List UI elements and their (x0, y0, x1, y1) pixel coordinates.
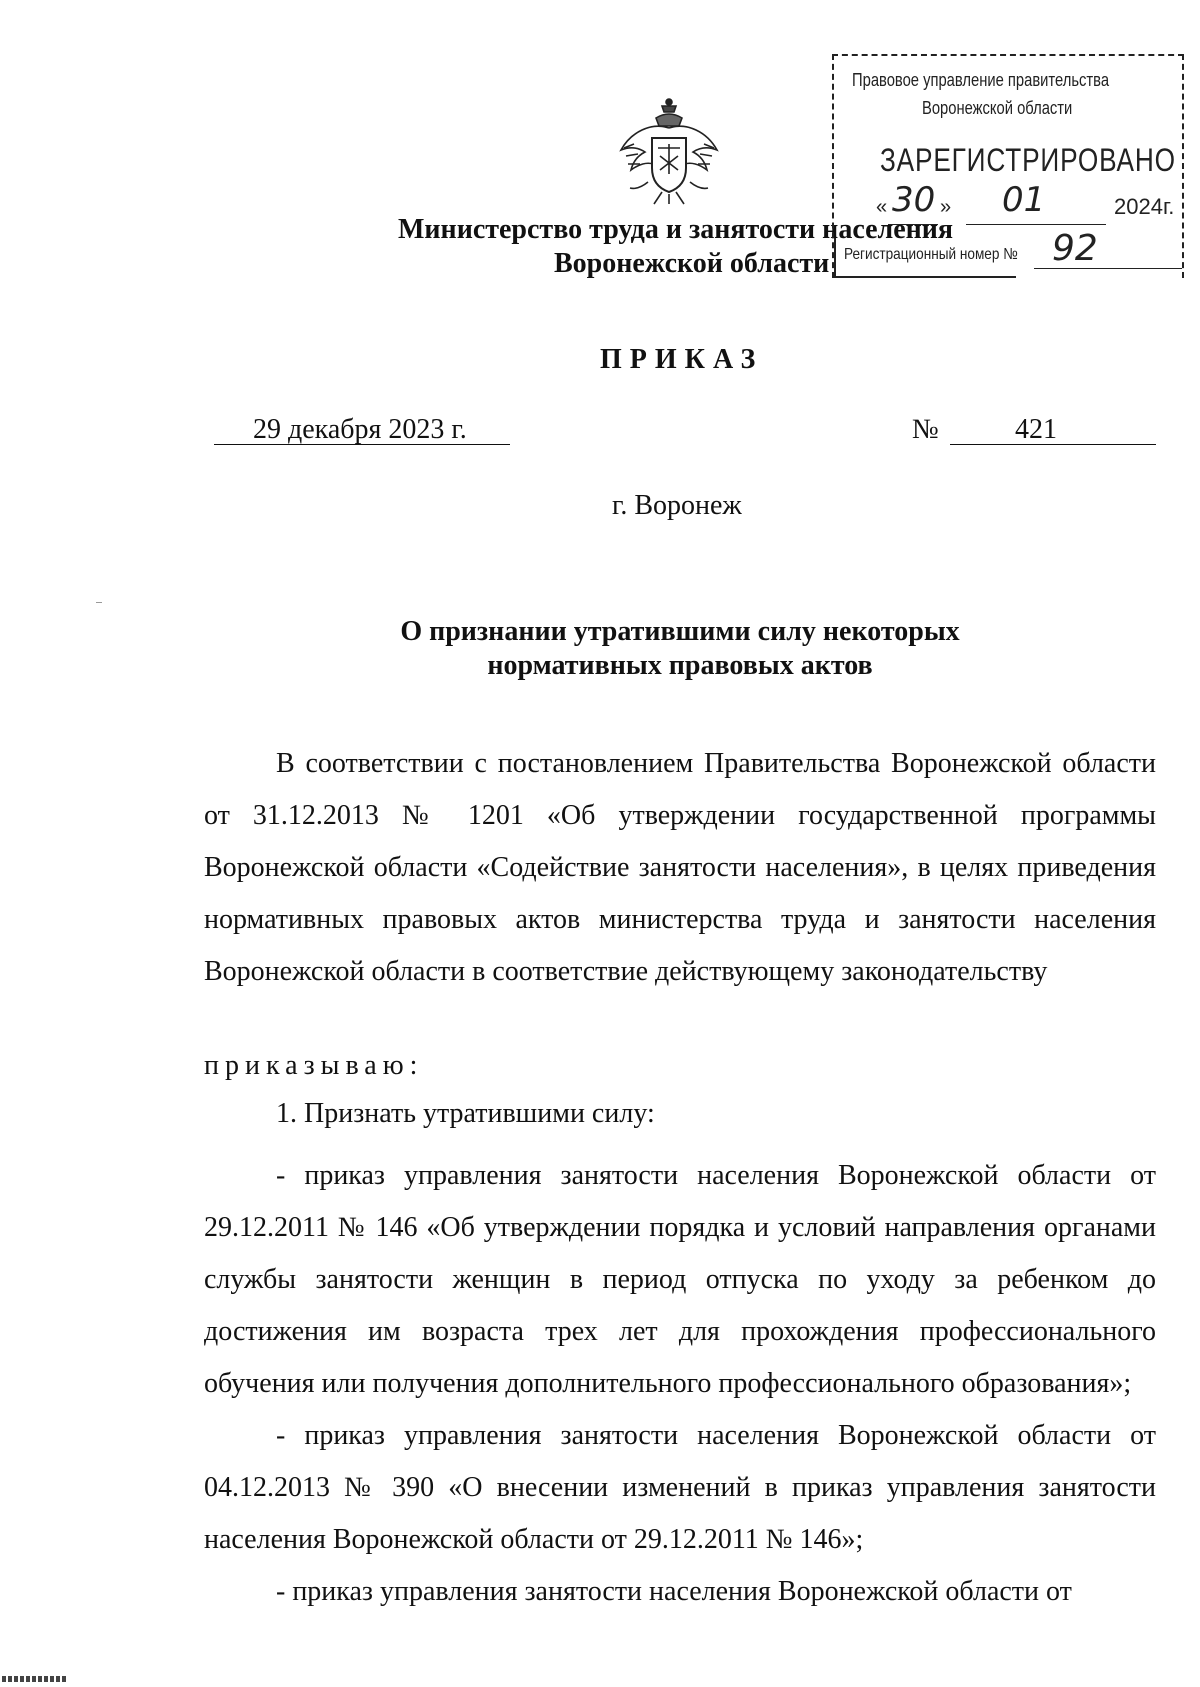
item-1: 1. Признать утратившими силу: (276, 1098, 655, 1129)
date-underline (214, 444, 510, 445)
stamp-quote-close: » (940, 196, 952, 218)
document-number: 421 (1015, 414, 1057, 445)
stamp-status: ЗАРЕГИСТРИРОВАНО (880, 142, 1176, 178)
coat-of-arms-emblem (618, 98, 720, 208)
stamp-authority-line2: Воронежской области (922, 98, 1073, 118)
scan-artifact (96, 602, 102, 603)
stamp-month-handwritten: 01 (1002, 180, 1046, 220)
stamp-year: 2024г. (1114, 194, 1175, 219)
document-subject-line1: О признании утратившими силу некоторых (400, 616, 960, 647)
repeal-item-3: - приказ управления занятости населения Воронежской области от (276, 1576, 1072, 1607)
stamp-day-handwritten: 30 (892, 180, 936, 220)
ministry-name-line1: Министерство труда и занятости населения (398, 214, 954, 245)
stamp-registration-number: 92 (1052, 228, 1098, 269)
number-underline (950, 444, 1156, 445)
stamp-day-underline (888, 224, 938, 225)
ministry-name-line2: Воронежской области (554, 248, 830, 279)
document-city: г. Воронеж (612, 490, 742, 521)
stamp-month-underline (966, 224, 1106, 225)
document-title: ПРИКАЗ (600, 344, 764, 375)
repeal-item-2: - приказ управления занятости населения Воронежской области от 04.12.2013 № 390 «О внесении изменений в приказ управления занятости населения Воронежской области от 29.12.2011 № 146»; (204, 1420, 1156, 1555)
document-subject-line2: нормативных правовых актов (487, 650, 873, 681)
document-date: 29 декабря 2023 г. (253, 414, 467, 445)
stamp-registration-label: Регистрационный номер № (844, 246, 1018, 263)
registration-stamp (832, 54, 1184, 278)
stamp-date (876, 182, 1176, 222)
stamp-registration-row (834, 228, 1182, 278)
stamp-authority-line1: Правовое управление правительства (852, 70, 1110, 90)
order-word: приказываю: (204, 1050, 424, 1081)
preamble-paragraph: В соответствии с постановлением Правительства Воронежской области от 31.12.2013 № 1201 «Об утверждении государственной программы Воронежской области «Содействие занятости населения», в целях приведения нормативных правовых актов министерства труда и занятости населения Воронежской области в соответствие действующему законодательству (204, 748, 1156, 987)
number-sign: № (912, 414, 939, 445)
stamp-registration-underline (1034, 268, 1182, 269)
footer-scan-mark (2, 1676, 66, 1682)
repeal-item-1: - приказ управления занятости населения Воронежской области от 29.12.2011 № 146 «Об утверждении порядка и условий направления органами службы занятости женщин в период отпуска по уходу за ребенком до достижения им возраста трех лет для прохождения профессионального обучения или получения дополнительного профессионального образования»; (204, 1160, 1156, 1399)
stamp-quote-open: « (876, 196, 888, 218)
